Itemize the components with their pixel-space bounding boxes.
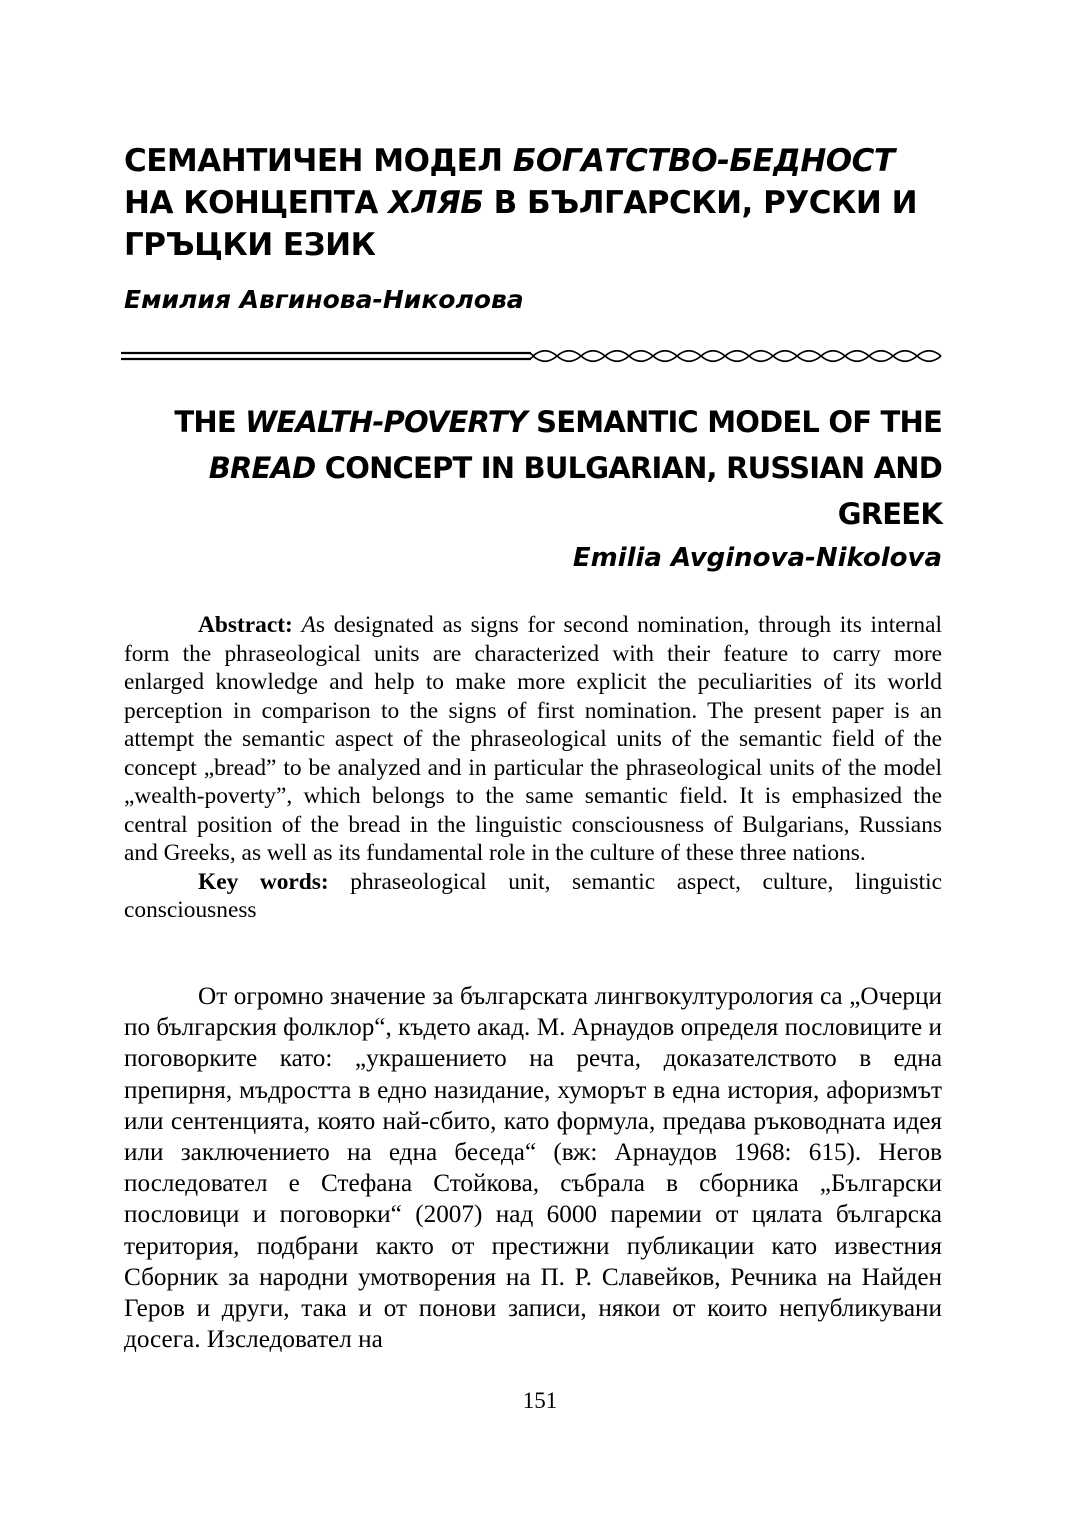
english-title: [120, 399, 942, 537]
english-title-part-3: CONCEPT IN BULGARIAN, RUSSIAN AND GREEK: [315, 451, 942, 531]
english-title-part-1: THE: [174, 405, 246, 439]
english-title-italic-1: WEALTH-POVERTY: [245, 405, 527, 439]
keywords-paragraph: [124, 868, 942, 925]
body-paragraph: От огромно значение за българската лингвокултурология са „Очерци по българския фолклор“, където акад. М. Арнаудов определя пословиците и поговорките като: „украшението на речта, доказателството в една препирня, мъдростта в едно назидание, хуморът в една история, афоризмът или сентенцията, която най-сбито, като формула, предава ръководната идея или заключението на една беседа“ (вж: Арнаудов 1968: 615). Негов последовател е Стефана Стойкова, събрала в сборника „Български пословици и поговорки“ (2007) над 6000 паремии от цялата българска територия, подбрани както от престижни публикации като известния Сборник за народни умотворения на П. Р. Славейков, Речника на Найден Геров и други, така и от понови записи, някои от които непубликувани досега. Изследовател на: [124, 983, 942, 1354]
abstract-first-letter: A: [301, 612, 316, 638]
body-text: [124, 981, 942, 1355]
bulgarian-title-part-3: В БЪЛГАРСКИ, РУСКИ И ГРЪЦКИ ЕЗИК: [124, 185, 918, 263]
bulgarian-title-italic-2: ХЛЯБ: [388, 185, 484, 221]
bulgarian-title-part-2: НА КОНЦЕПТА: [124, 185, 389, 221]
english-title-italic-2: BREAD: [208, 451, 316, 485]
abstract-paragraph: [124, 611, 942, 868]
bulgarian-title-part-1: СЕМАНТИЧЕН МОДЕЛ: [124, 143, 513, 179]
bulgarian-title-italic-1: БОГАТСТВО-БЕДНОСТ: [512, 143, 895, 179]
bulgarian-title: [124, 140, 944, 266]
keywords-label: Key words:: [198, 868, 329, 895]
bulgarian-author: Емилия Авгинова-Николова: [124, 285, 524, 314]
abstract-label: Abstract:: [198, 612, 293, 638]
keywords-text: phraseological unit, semantic aspect, culture, linguistic consciousness: [124, 868, 942, 923]
english-author: Emilia Avginova-Nikolova: [572, 543, 942, 573]
page-number: 151: [522, 1388, 558, 1413]
abstract-text: s designated as signs for second nomination, through its internal form the phraseological units are characterized with their feature to carry more enlarged knowledge and help to make more explicit the peculiarities of its world perception in comparison to the signs of first nomination. The present paper is an attempt the semantic aspect of the phraseological units of the semantic field of the concept „bread” to be analyzed and in particular the phraseological units of the model „wealth-poverty”, which belongs to the same semantic field. It is emphasized the central position of the bread in the linguistic consciousness of Bulgarians, Russians and Greeks, as well as its fundamental role in the culture of these three nations.: [124, 612, 943, 866]
abstract: [124, 611, 942, 925]
english-title-part-2: SEMANTIC MODEL OF THE: [526, 405, 942, 439]
ornament-divider: [121, 348, 943, 364]
